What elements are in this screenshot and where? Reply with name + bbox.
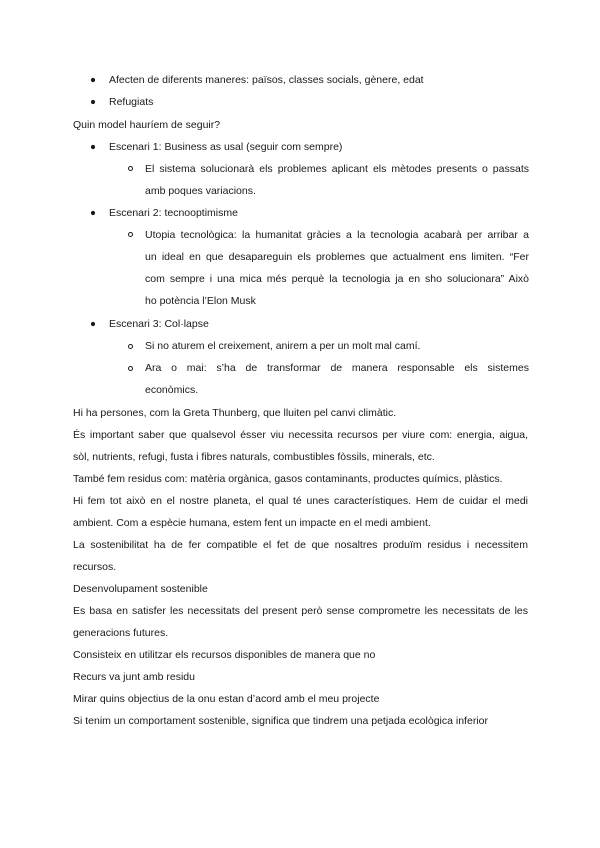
scenario-3-text: Si no aturem el creixement, anirem a per un molt mal camí. [145,340,421,352]
bullet-icon [91,322,95,326]
section-heading: Desenvolupament sostenible [73,583,208,595]
paragraph-line: Recurs va junt amb residu [73,671,195,683]
paragraph-line: Si tenim un comportament sostenible, significa que tindrem una petjada ecològica inferior [73,715,488,727]
bullet-icon [91,100,95,104]
paragraph-line: La sostenibilitat ha de fer compatible el fet de que nosaltres produïm residus i necessitem [73,539,528,551]
scenario-2-text: Utopia tecnològica: la humanitat gràcies a la tecnologia acabarà per arribar a [145,229,529,241]
paragraph-line: Mirar quins objectius de la onu estan d’acord amb el meu projecte [73,693,380,705]
scenario-3-title: Escenari 3: Col·lapse [109,318,209,330]
paragraph-line: ambient. Com a espècie humana, estem fent un impacte en el medi ambient. [73,517,431,529]
paragraph-line: També fem residus com: matèria orgànica, gasos contaminants, productes químics, plàstics. [73,473,503,485]
paragraph-line: Es basa en satisfer les necessitats del present però sense comprometre les necessitats de les [73,605,528,617]
paragraph-line: Consisteix en utilitzar els recursos disponibles de manera que no [73,649,376,661]
paragraph-line: És important saber que qualsevol ésser viu necessita recursos per viure com: energia, aigua, [73,429,528,441]
bullet-icon [91,78,95,82]
paragraph-line: sòl, nutrients, refugi, fusta i fibres naturals, combustibles fòssils, minerals, etc. [73,451,435,463]
circle-bullet-icon [128,232,133,237]
scenario-2-title: Escenari 2: tecnooptimisme [109,207,238,219]
paragraph-line: Hi ha persones, com la Greta Thunberg, que lluiten pel canvi climàtic. [73,407,397,419]
scenario-2-text: un ideal en que desapareguin els problemes que actualment ens limiten. “Fer [145,251,529,263]
paragraph-line: recursos. [73,561,117,573]
scenario-1-title: Escenari 1: Business as usal (seguir com sempre) [109,141,343,153]
list-item: Afecten de diferents maneres: països, classes socials, gènere, edat [109,74,424,86]
circle-bullet-icon [128,344,133,349]
scenario-3-text: econòmics. [145,384,199,396]
scenario-1-text: amb poques variacions. [145,185,256,197]
list-item: Refugiats [109,96,154,108]
bullet-icon [91,211,95,215]
bullet-icon [91,145,95,149]
scenario-3-text: Ara o mai: s’ha de transformar de manera responsable els sistemes [145,362,529,374]
scenario-2-text: com sempre i una mica més perquè la tecnologia ja en sho solucionara” Això [145,273,529,285]
scenario-2-text: ho potència l’Elon Musk [145,295,256,307]
circle-bullet-icon [128,366,133,371]
question-text: Quin model hauríem de seguir? [73,119,221,131]
paragraph-line: generacions futures. [73,627,169,639]
circle-bullet-icon [128,166,133,171]
scenario-1-text: El sistema solucionarà els problemes aplicant els mètodes presents o passats [145,163,529,175]
paragraph-line: Hi fem tot això en el nostre planeta, el qual té unes característiques. Hem de cuidar el medi [73,495,528,507]
